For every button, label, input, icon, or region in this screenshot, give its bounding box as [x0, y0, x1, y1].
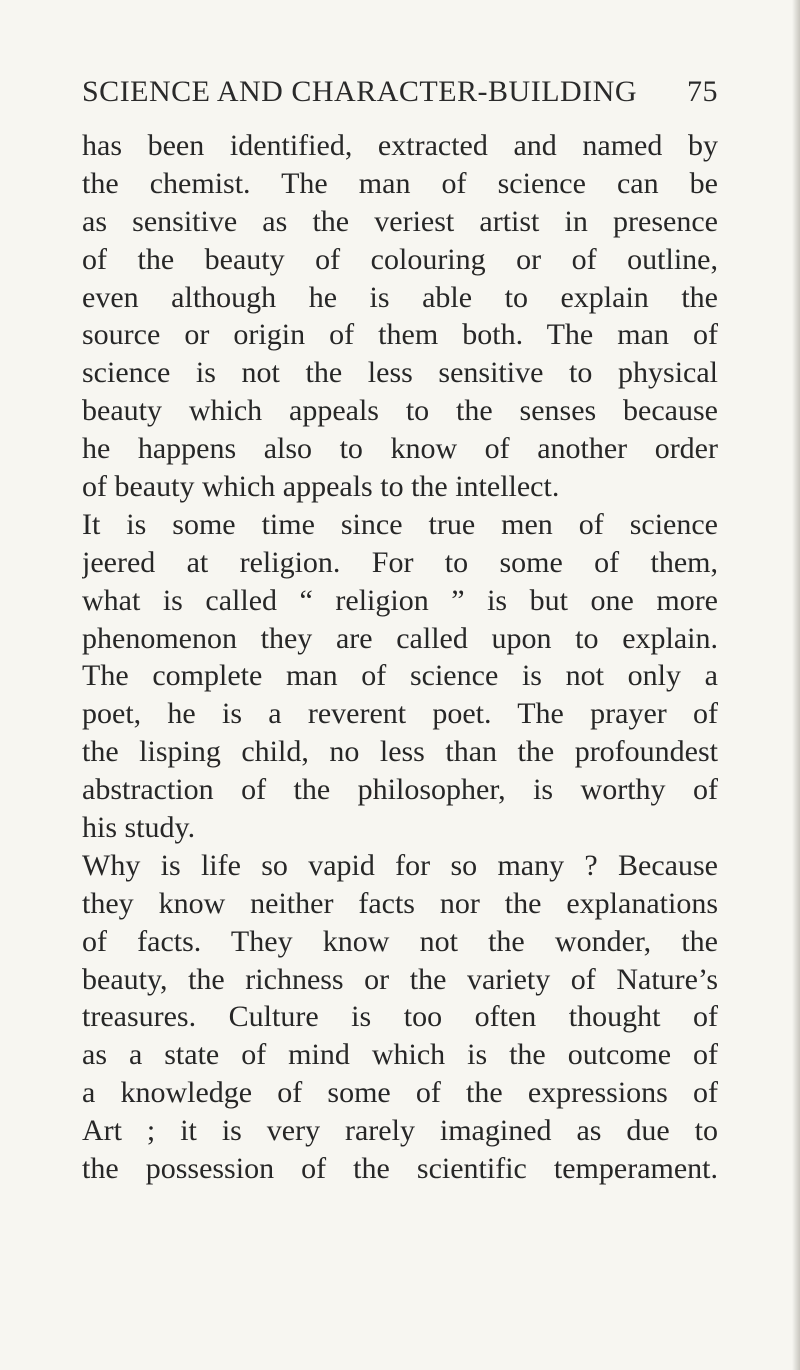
text-line: of beauty which appeals to the intellect. — [82, 470, 560, 504]
text-line: jeered at religion. For to some of them, — [82, 545, 718, 579]
text-line: he happens also to know of another order — [82, 432, 718, 466]
body-text — [82, 127, 718, 1188]
text-line: Art ; it is very rarely imagined as due to — [82, 1114, 718, 1148]
text-line: abstraction of the philosopher, is worthy of — [82, 773, 718, 807]
text-line: they know neither facts nor the explanations — [82, 886, 718, 920]
text-line: source or origin of them both. The man of — [82, 318, 718, 352]
running-header — [82, 75, 718, 115]
text-line: has been identified, extracted and named by — [82, 129, 718, 162]
text-line: beauty, the richness or the variety of Nature’s — [82, 962, 718, 996]
text-line: even although he is able to explain the — [82, 280, 718, 314]
text-line: It is some time since true men of science — [82, 507, 718, 541]
text-line: science is not the less sensitive to physical — [82, 356, 718, 390]
text-line: the lisping child, no less than the profoundest — [82, 735, 718, 769]
text-line: of the beauty of colouring or of outline, — [82, 242, 718, 276]
running-header-title: SCIENCE AND CHARACTER-BUILDING — [82, 75, 637, 108]
text-line: what is called “ religion ” is but one more — [82, 583, 718, 617]
text-line: the possession of the scientific temperament. — [82, 1152, 718, 1186]
text-line: treasures. Culture is too often thought of — [82, 1000, 718, 1034]
text-line: Why is life so vapid for so many ? Because — [82, 848, 718, 882]
text-line: phenomenon they are called upon to explain. — [82, 621, 718, 655]
text-line: his study. — [82, 811, 196, 845]
text-line: as a state of mind which is the outcome of — [82, 1038, 718, 1072]
page-edge-shadow — [792, 0, 800, 1370]
page-number: 75 — [687, 75, 718, 108]
text-line: the chemist. The man of science can be — [82, 166, 718, 200]
text-line: beauty which appeals to the senses because — [82, 394, 718, 428]
text-line: as sensitive as the veriest artist in presence — [82, 204, 718, 238]
text-line: a knowledge of some of the expressions of — [82, 1076, 718, 1110]
text-line: The complete man of science is not only a — [82, 659, 718, 693]
text-line: poet, he is a reverent poet. The prayer of — [82, 697, 718, 731]
text-line: of facts. They know not the wonder, the — [82, 924, 718, 958]
